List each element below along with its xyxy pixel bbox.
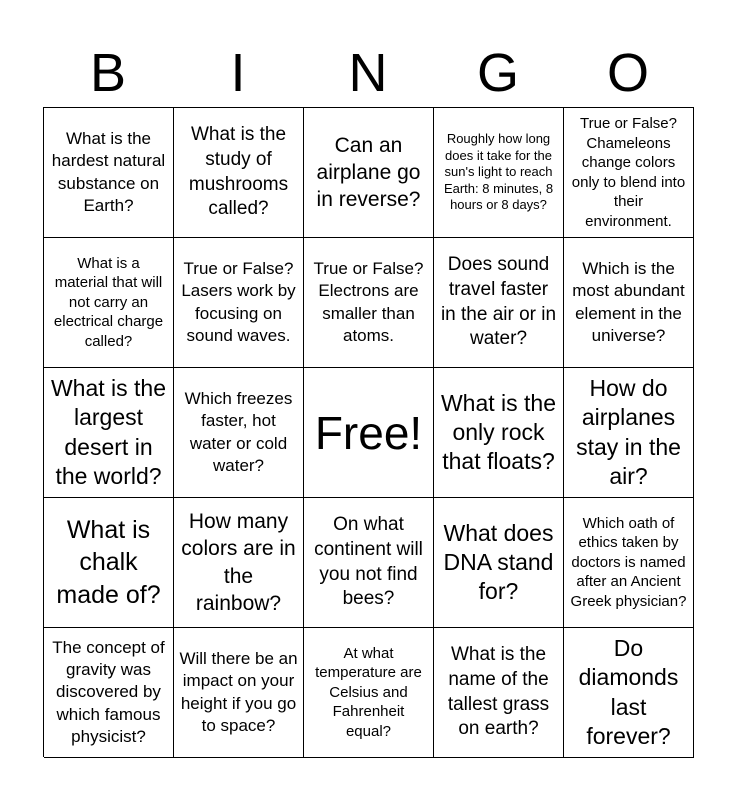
cell-text: On what continent will you not find bees? xyxy=(314,514,423,610)
bingo-cell[interactable] xyxy=(44,108,174,238)
header-letter-g: G xyxy=(476,43,519,103)
cell-text: True or False? Chameleons change colors only to blend into their environment. xyxy=(571,115,686,230)
bingo-cell[interactable] xyxy=(434,108,564,238)
cell-text: True or False? Electrons are smaller than atoms. xyxy=(313,259,424,345)
cell-text: What is a material that will not carry an electrical charge called? xyxy=(53,254,164,350)
cell-text: How many colors are in the rainbow? xyxy=(181,509,296,615)
bingo-cell[interactable] xyxy=(44,628,174,758)
bingo-cell[interactable] xyxy=(44,238,174,368)
bingo-cell[interactable] xyxy=(174,238,304,368)
free-space-text: Free! xyxy=(314,406,423,459)
cell-text: Which is the most abundant element in the universe? xyxy=(572,259,685,345)
cell-text: Roughly how long does it take for the sun's light to reach Earth: 8 minutes, 8 hours or 8 days? xyxy=(443,130,554,213)
bingo-header xyxy=(43,40,693,106)
bingo-cell[interactable] xyxy=(434,628,564,758)
bingo-card-grid xyxy=(43,107,694,757)
cell-text: What does DNA stand for? xyxy=(443,519,554,605)
bingo-cell[interactable] xyxy=(434,498,564,628)
bingo-cell[interactable] xyxy=(304,238,434,368)
bingo-cell[interactable] xyxy=(174,108,304,238)
bingo-cell[interactable] xyxy=(304,498,434,628)
bingo-cell[interactable] xyxy=(564,238,694,368)
bingo-cell[interactable] xyxy=(564,498,694,628)
bingo-cell[interactable] xyxy=(304,628,434,758)
cell-text: What is chalk made of? xyxy=(56,515,161,609)
cell-text: Which freezes faster, hot water or cold water? xyxy=(184,389,293,475)
cell-text: What is the largest desert in the world? xyxy=(50,375,167,489)
cell-text: Can an airplane go in reverse? xyxy=(316,133,421,212)
header-letter-n: N xyxy=(348,43,388,103)
bingo-cell[interactable] xyxy=(174,498,304,628)
header-letter-b: B xyxy=(89,43,127,103)
cell-text: What is the hardest natural substance on Earth? xyxy=(51,129,166,215)
bingo-cell[interactable] xyxy=(434,368,564,498)
cell-text: How do airplanes stay in the air? xyxy=(576,375,681,489)
cell-text: Which oath of ethics taken by doctors is named after an Ancient Greek physician? xyxy=(570,514,687,610)
cell-text: What is the name of the tallest grass on earth? xyxy=(447,644,550,740)
bingo-cell[interactable] xyxy=(44,498,174,628)
bingo-cell[interactable] xyxy=(564,108,694,238)
cell-text: What is the study of mushrooms called? xyxy=(188,124,289,220)
free-space-cell[interactable] xyxy=(304,368,434,498)
bingo-cell[interactable] xyxy=(564,628,694,758)
header-letter-i: I xyxy=(230,43,246,103)
bingo-cell[interactable] xyxy=(174,368,304,498)
cell-text: Will there be an impact on your height if you go to space? xyxy=(179,649,298,735)
bingo-cell[interactable] xyxy=(564,368,694,498)
cell-text: True or False? Lasers work by focusing on sound waves. xyxy=(181,259,296,345)
cell-text: At what temperature are Celsius and Fahrenheit equal? xyxy=(315,644,422,740)
bingo-cell[interactable] xyxy=(44,368,174,498)
bingo-cell[interactable] xyxy=(434,238,564,368)
cell-text: Does sound travel faster in the air or in water? xyxy=(440,254,557,350)
cell-text: The concept of gravity was discovered by which famous physicist? xyxy=(52,638,165,746)
cell-text: What is the only rock that floats? xyxy=(440,389,557,475)
header-letter-o: O xyxy=(606,43,649,103)
bingo-cell[interactable] xyxy=(174,628,304,758)
bingo-cell[interactable] xyxy=(304,108,434,238)
cell-text: Do diamonds last forever? xyxy=(578,635,679,749)
